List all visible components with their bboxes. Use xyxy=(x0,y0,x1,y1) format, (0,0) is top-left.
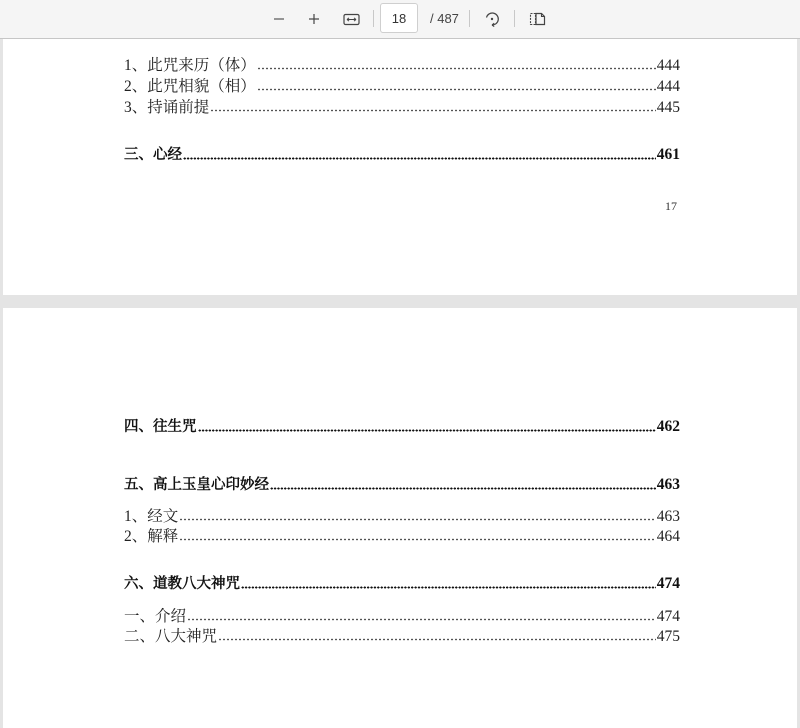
toc-leader-dots xyxy=(270,476,656,490)
toc-section-heading[interactable] xyxy=(124,143,680,163)
toc-entry-label: 一、介绍 xyxy=(124,608,187,625)
zoom-in-button[interactable] xyxy=(301,7,327,31)
total-pages: / 487 xyxy=(430,11,459,26)
two-page-icon xyxy=(529,12,546,26)
rotate-icon xyxy=(483,10,501,28)
toc-leader-dots xyxy=(198,418,656,432)
page-view-button[interactable] xyxy=(524,7,550,31)
fit-width-icon xyxy=(343,13,360,26)
toc-leader-dots xyxy=(218,627,656,641)
toc-entry-label: 二、八大神咒 xyxy=(124,628,218,645)
toc-leader-dots xyxy=(257,56,656,70)
toc-entry[interactable] xyxy=(124,504,680,524)
toc-entry[interactable] xyxy=(124,604,680,624)
toc-entry-page: 444 xyxy=(656,78,680,95)
toc-entry-label: 五、高上玉皇心印妙经 xyxy=(124,477,269,493)
toc-leader-dots xyxy=(210,98,655,112)
toc-leader-dots xyxy=(257,77,656,91)
toc-entry[interactable] xyxy=(124,95,680,115)
toc-entry-page: 444 xyxy=(656,57,680,74)
toc-entry-label: 3、持诵前提 xyxy=(124,99,210,116)
toc-leader-dots xyxy=(241,575,656,589)
toc-entry-label: 三、心经 xyxy=(124,147,182,163)
toc-entry-label: 1、经文 xyxy=(124,508,179,525)
toc-leader-dots xyxy=(179,527,655,541)
toc-entry-page: 463 xyxy=(656,476,680,493)
toc-entry-label: 1、此咒来历（体） xyxy=(124,57,256,74)
toc-leader-dots xyxy=(183,146,656,160)
toc-leader-dots xyxy=(179,507,655,521)
toc-entry-label: 四、往生咒 xyxy=(124,419,197,435)
toolbar-divider xyxy=(469,10,470,27)
minus-icon xyxy=(273,13,285,25)
pdf-toolbar xyxy=(0,0,800,39)
toc-entry-page: 445 xyxy=(656,99,680,116)
toc-entry-label: 2、解释 xyxy=(124,528,179,545)
toc-entry[interactable] xyxy=(124,524,680,544)
toc-entry-page: 475 xyxy=(656,628,680,645)
toc-entry-page: 463 xyxy=(656,508,680,525)
rotate-button[interactable] xyxy=(479,7,505,31)
toc-entry[interactable] xyxy=(124,53,680,73)
pdf-page-17 xyxy=(3,0,797,295)
toc-entry[interactable] xyxy=(124,74,680,94)
toc-section-heading[interactable] xyxy=(124,473,680,493)
toc-section-heading[interactable] xyxy=(124,415,680,435)
plus-icon xyxy=(308,13,320,25)
toc-entry-page: 474 xyxy=(656,575,680,592)
toc-entry[interactable] xyxy=(124,624,680,644)
toolbar-divider xyxy=(514,10,515,27)
toc-entry-page: 464 xyxy=(656,528,680,545)
toc-entry-page: 462 xyxy=(656,418,680,435)
toc-entry-label: 六、道教八大神咒 xyxy=(124,576,240,592)
page-number-input[interactable] xyxy=(380,3,418,33)
toolbar-divider xyxy=(373,10,374,27)
toc-entry-label: 2、此咒相貌（相） xyxy=(124,78,256,95)
page-footer-number: 17 xyxy=(665,199,677,213)
toc-section-heading[interactable] xyxy=(124,572,680,592)
pdf-page-18 xyxy=(3,308,797,728)
toc-entry-page: 474 xyxy=(656,608,680,625)
zoom-out-button[interactable] xyxy=(266,7,292,31)
toc-entry-page: 461 xyxy=(656,146,680,163)
fit-width-button[interactable] xyxy=(338,7,364,31)
toc-leader-dots xyxy=(187,607,656,621)
